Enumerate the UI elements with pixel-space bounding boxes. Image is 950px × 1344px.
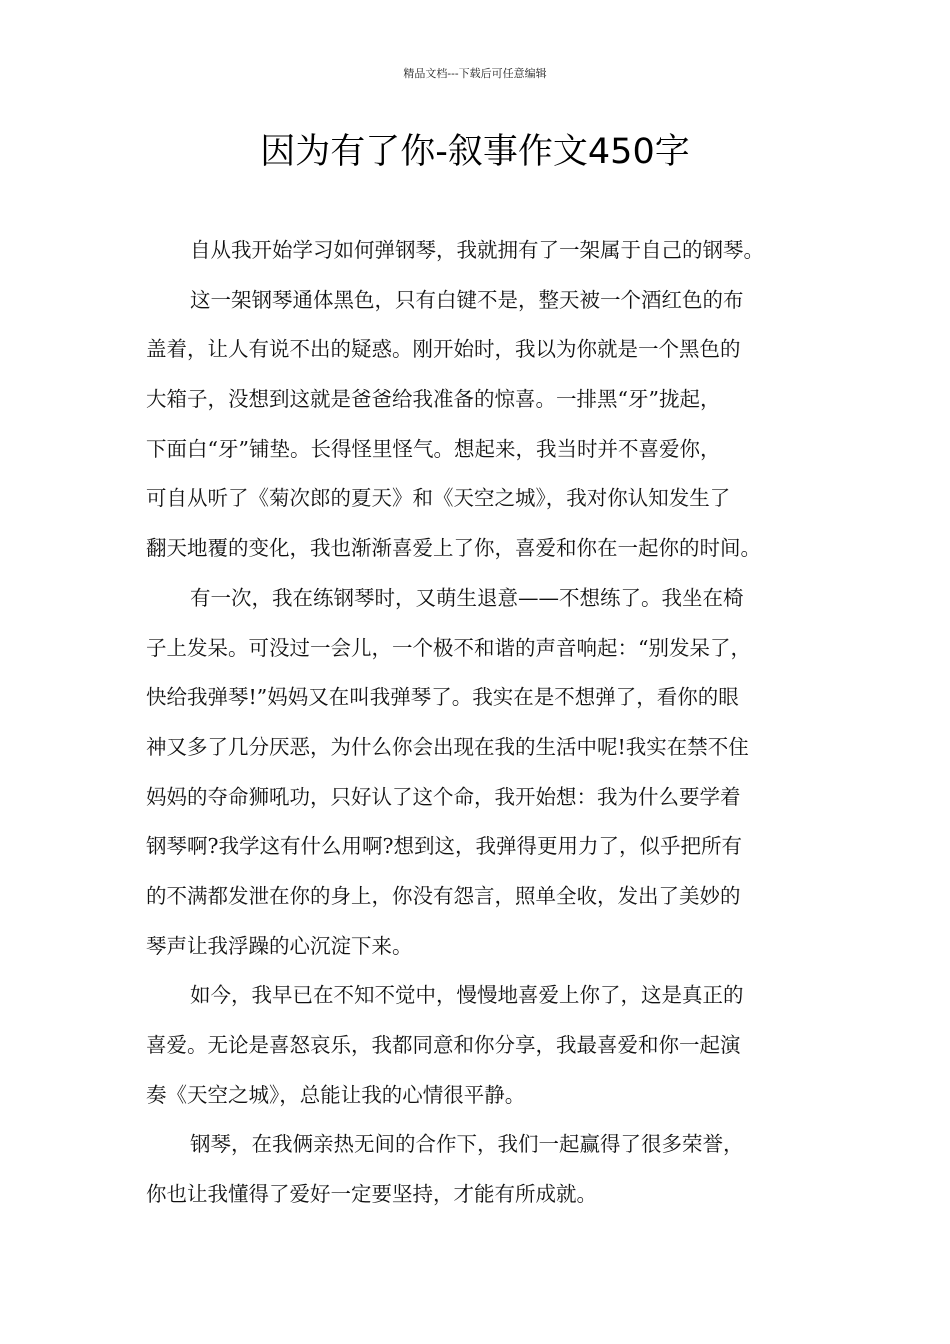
text-line: 神又多了几分厌恶，为什么你会出现在我的生活中呢!我实在禁不住 [146,734,749,759]
text-line: 妈妈的夺命狮吼功，只好认了这个命，我开始想：我为什么要学着 [146,784,741,809]
text-line: 快给我弹琴!”妈妈又在叫我弹琴了。我实在是不想弹了，看你的眼 [146,685,739,710]
paragraph-3 [146,574,826,972]
text-line: 如今，我早已在不知不觉中，慢慢地喜爱上你了，这是真正的 [190,983,744,1008]
text-line: 钢琴啊?我学这有什么用啊?想到这，我弹得更用力了，似乎把所有 [146,834,742,859]
text-line: 你也让我懂得了爱好一定要坚持，才能有所成就。 [146,1182,597,1207]
text-line: 翻天地覆的变化，我也渐渐喜爱上了你，喜爱和你在一起你的时间。 [146,536,761,561]
text-line: 大箱子，没想到这就是爸爸给我准备的惊喜。一排黑“牙”拢起， [146,387,721,412]
text-line: 的不满都发泄在你的身上，你没有怨言，照单全收，发出了美妙的 [146,883,741,908]
paragraph-2 [146,276,826,574]
paragraph-4 [146,971,826,1120]
essay-body [146,226,826,1220]
text-line: 琴声让我浮躁的心沉淀下来。 [146,933,413,958]
text-line: 自从我开始学习如何弹钢琴，我就拥有了一架属于自己的钢琴。 [190,238,764,262]
text-line: 子上发呆。可没过一会儿，一个极不和谐的声音响起：“别发呆了， [146,635,751,660]
text-line: 喜爱。无论是喜怒哀乐，我都同意和你分享，我最喜爱和你一起演 [146,1033,741,1057]
text-line: 下面白“牙”铺垫。长得怪里怪气。想起来，我当时并不喜爱你， [146,436,721,461]
paragraph-5 [146,1120,826,1219]
document-title: 因为有了你-叙事作文450字 [260,132,690,172]
text-line: 盖着，让人有说不出的疑惑。刚开始时，我以为你就是一个黑色的 [146,337,741,362]
text-line: 钢琴，在我俩亲热无间的合作下，我们一起赢得了很多荣誉， [190,1132,744,1157]
header-note: 精品文档---下载后可任意编辑 [403,67,547,80]
text-line: 可自从听了《菊次郎的夏天》和《天空之城》，我对你认知发生了 [146,486,731,511]
paragraph-1 [146,226,826,276]
text-line: 这一架钢琴通体黑色，只有白键不是，整天被一个酒红色的布 [190,287,744,312]
text-line: 有一次，我在练钢琴时，又萌生退意——不想练了。我坐在椅 [190,585,744,610]
text-line: 奏《天空之城》，总能让我的心情很平静。 [146,1082,526,1107]
